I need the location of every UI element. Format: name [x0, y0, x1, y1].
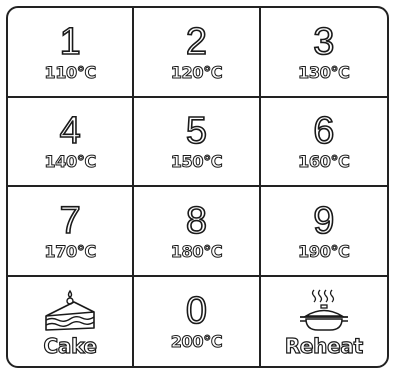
key-digit: 7	[59, 199, 81, 242]
key-0[interactable]	[134, 277, 260, 367]
key-temperature: 180℃	[170, 241, 223, 261]
key-digit: 0	[185, 290, 208, 333]
key-temperature: 190℃	[298, 241, 350, 261]
key-temperature: 170℃	[44, 241, 96, 261]
temperature-keypad	[6, 6, 389, 368]
key-digit: 5	[185, 110, 208, 153]
key-temperature: 160℃	[298, 152, 350, 172]
key-digit: 1	[59, 20, 81, 63]
key-digit: 3	[313, 20, 335, 63]
key-temperature: 130℃	[298, 62, 350, 82]
key-temperature: 120℃	[170, 62, 223, 82]
key-temperature: 140℃	[44, 152, 96, 172]
key-5[interactable]	[134, 98, 260, 188]
key-digit: 8	[185, 199, 208, 242]
key-temperature: 200℃	[170, 332, 223, 352]
key-4[interactable]	[8, 98, 134, 188]
steaming-pot-icon	[294, 288, 354, 332]
key-3[interactable]	[261, 8, 387, 98]
key-7[interactable]	[8, 187, 134, 277]
key-label: Cake	[43, 334, 97, 359]
key-digit: 9	[313, 199, 335, 242]
key-8[interactable]	[134, 187, 260, 277]
key-digit: 2	[185, 20, 208, 63]
key-9[interactable]	[261, 187, 387, 277]
key-label: Reheat	[284, 334, 363, 359]
key-reheat[interactable]	[261, 277, 387, 367]
key-temperature: 150℃	[170, 152, 223, 172]
key-cake[interactable]	[8, 277, 134, 367]
key-temperature: 110℃	[44, 62, 96, 82]
key-digit: 6	[313, 110, 335, 153]
key-6[interactable]	[261, 98, 387, 188]
cake-slice-icon	[40, 288, 100, 332]
key-digit: 4	[59, 110, 81, 153]
key-1[interactable]	[8, 8, 134, 98]
key-2[interactable]	[134, 8, 260, 98]
